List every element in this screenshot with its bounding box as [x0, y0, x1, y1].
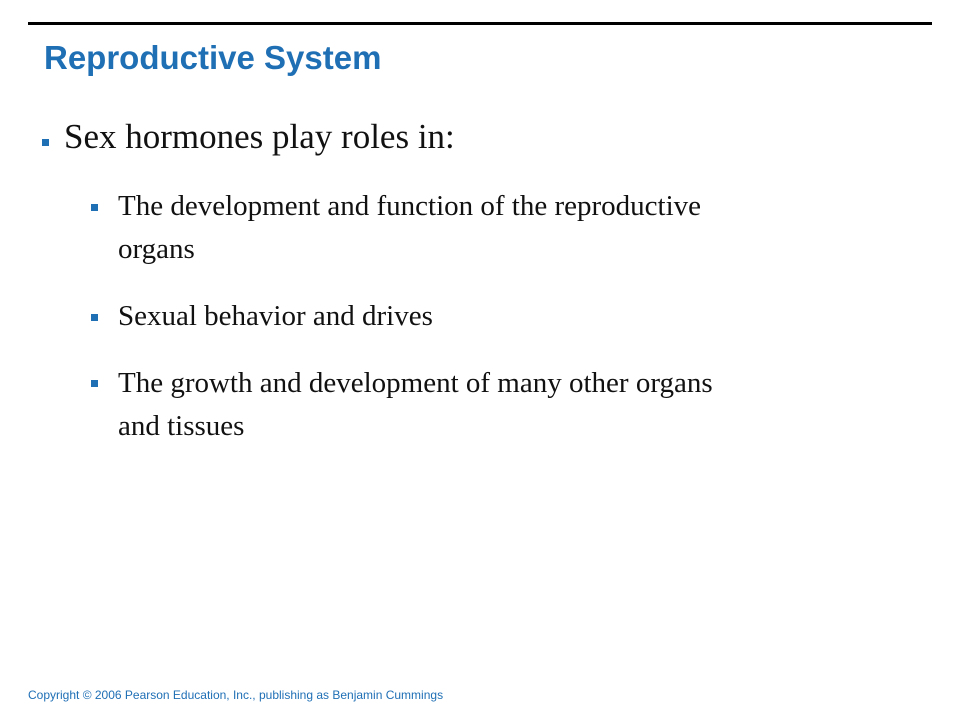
- square-bullet-icon: [91, 204, 98, 211]
- sub-bullet-3-line-2: and tissues: [118, 410, 245, 442]
- main-bullet-text: Sex hormones play roles in:: [64, 117, 455, 156]
- sub-bullet-1-line-2: organs: [118, 233, 195, 265]
- square-bullet-icon: [91, 314, 98, 321]
- copyright-footer: Copyright © 2006 Pearson Education, Inc., publishing as Benjamin Cummings: [28, 688, 444, 702]
- sub-bullet-1-line-1: The development and function of the reproductive: [118, 190, 702, 222]
- square-bullet-icon: [91, 380, 98, 387]
- sub-bullet-3-line-1: The growth and development of many other organs: [118, 367, 713, 399]
- sub-bullet-2-line-1: Sexual behavior and drives: [118, 300, 433, 332]
- slide-title: Reproductive System: [44, 39, 382, 76]
- top-divider-rule: [28, 22, 932, 25]
- square-bullet-icon: [42, 139, 49, 146]
